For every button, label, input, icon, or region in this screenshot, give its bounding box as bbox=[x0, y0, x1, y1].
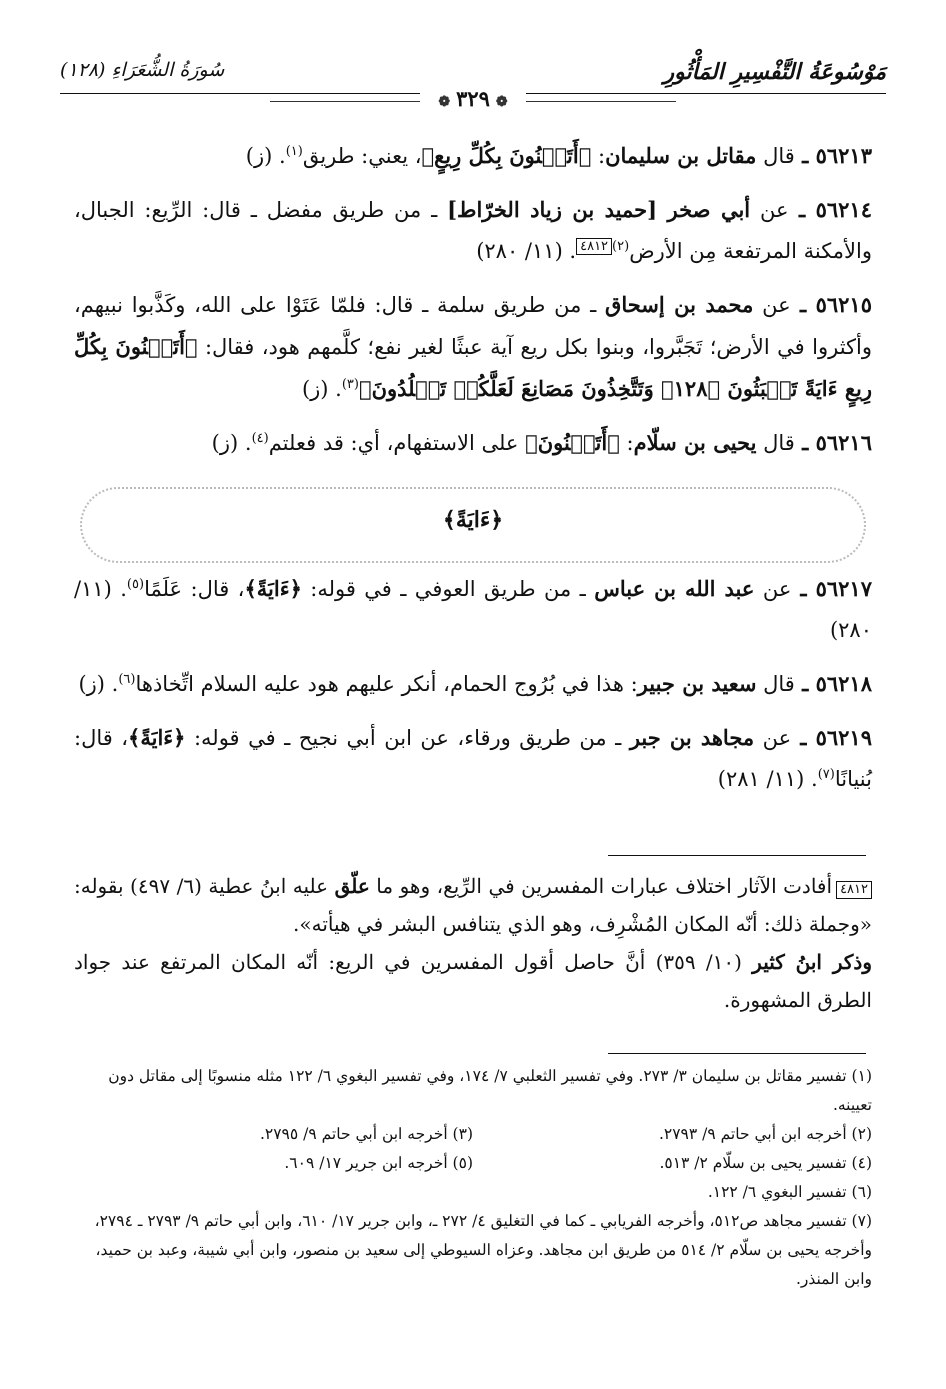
narrator-name: سعيد بن جبير bbox=[637, 671, 757, 696]
note-paragraph bbox=[74, 943, 872, 1019]
athar-prefix: عن bbox=[753, 293, 791, 317]
athar-prefix: قال bbox=[756, 672, 795, 696]
footnote-separator bbox=[608, 1053, 866, 1054]
commentary-note bbox=[74, 867, 872, 1019]
narrator-name: مقاتل بن سليمان bbox=[605, 143, 757, 168]
quran-quote: ﴿أَتَبۡنُونَ بِكُلِّ رِيعٍ﴾ bbox=[421, 143, 592, 168]
athar-text: ـ من طريق مفضل ـ قال: الرِّيع: الجبال، والأمكنة المرتفعة مِن الأرض bbox=[74, 198, 872, 263]
narrator-name: مجاهد بن جبر bbox=[629, 725, 755, 750]
note-emphasis: وذكر bbox=[822, 950, 872, 974]
athar-number: ٥٦٢١٧ ـ bbox=[791, 576, 872, 601]
athar-source: . (١١/ ٢٨٠) bbox=[74, 577, 872, 642]
note-text: (١٠/ ٣٥٩) أنَّ حاصل أقول المفسرين في الريع: أنّه المكان المرتفع عند جواد الطرق المشهورة. bbox=[74, 950, 872, 1012]
footnote-row bbox=[74, 1149, 872, 1178]
book-title: مَوْسُوعَةُ التَّفْسِيرِ المَأْثُورِ bbox=[663, 59, 886, 85]
footnote: (٢) أخرجه ابن أبي حاتم ٩/ ٢٧٩٣. bbox=[658, 1125, 872, 1143]
footnote-ref: (٢) bbox=[612, 239, 630, 254]
athar-source: . (ز) bbox=[245, 144, 286, 168]
page-number-row bbox=[0, 86, 946, 111]
athar-text: ـ من طريق ورقاء، عن ابن أبي نجيح ـ في قوله: bbox=[185, 726, 630, 750]
note-emphasis: علّق bbox=[334, 874, 370, 898]
athar-text: ـ من طريق العوفي ـ في قوله: bbox=[301, 577, 595, 601]
footnote-ref: (٥) bbox=[126, 577, 145, 592]
athar-prefix: قال bbox=[756, 431, 795, 455]
athar-number: ٥٦٢١٣ ـ bbox=[794, 143, 872, 168]
athar-number: ٥٦٢١٩ ـ bbox=[791, 725, 872, 750]
athar-entry bbox=[74, 422, 872, 464]
section-heading: ﴿ءَايَةً﴾ bbox=[442, 507, 504, 533]
athar-entry bbox=[74, 717, 872, 800]
athar-entry bbox=[74, 568, 872, 651]
note-paragraph bbox=[74, 867, 872, 943]
athar-text: : bbox=[619, 431, 634, 455]
footnote: (٦) تفسير البغوي ٦/ ١٢٢. bbox=[707, 1183, 872, 1201]
athar-number: ٥٦٢١٦ ـ bbox=[794, 430, 872, 455]
main-text bbox=[74, 135, 872, 476]
footnotes bbox=[74, 1062, 872, 1294]
narrator-name: أبي صخر [حميد بن زياد الخرّاط] bbox=[447, 197, 751, 222]
athar-entry bbox=[74, 284, 872, 410]
quran-quote: ﴿ءَايَةً﴾ bbox=[244, 576, 302, 601]
athar-text: ، قال: عَلَمًا bbox=[144, 577, 245, 601]
footnote-ref: (٣) bbox=[341, 377, 359, 392]
athar-entry bbox=[74, 189, 872, 272]
athar-text: ، يعني: طريق bbox=[302, 144, 422, 168]
footnote: (٣) أخرجه ابن أبي حاتم ٩/ ٢٧٩٥. bbox=[259, 1125, 473, 1143]
note-separator bbox=[608, 855, 866, 856]
athar-prefix: عن bbox=[754, 577, 792, 601]
section-heading-frame bbox=[80, 487, 866, 563]
athar-text: على الاستفهام، أي: قد فعلتم bbox=[268, 431, 526, 455]
ornament-icon: ❁ bbox=[438, 94, 451, 110]
footnote-ref: (٧) bbox=[817, 767, 835, 782]
athar-source: . (ز) bbox=[78, 672, 119, 696]
athar-text: ، قال: بُنيانًا bbox=[74, 726, 872, 791]
narrator-name: محمد بن إسحاق bbox=[605, 292, 754, 317]
footnote: (٧) تفسير مجاهد ص٥١٢، وأخرجه الفريابي ـ كما في التغليق ٤/ ٢٧٢ ـ، وابن جرير ١٧/ ٦١٠، وابن أبي حاتم ٩/ ٢٧٩٣ ـ ٢٧٩٤، وأخرجه يحيى بن سلّام ٢/ ٥١٤ من طريق ابن مجاهد. وعزاه السيوطي إلى سعيد بن منصور، وابن أبي شيبة، وعبد بن حميد، وابن المنذر. bbox=[94, 1212, 872, 1288]
quran-quote: ﴿ءَايَةً﴾ bbox=[128, 725, 186, 750]
narrator-name: يحيى بن سلّام bbox=[633, 430, 757, 455]
footnote-ref: (٦) bbox=[118, 672, 136, 687]
athar-number: ٥٦٢١٨ ـ bbox=[794, 671, 872, 696]
footnote: (١) تفسير مقاتل بن سليمان ٣/ ٢٧٣. وفي تفسير الثعلبي ٧/ ١٧٤، وفي تفسير البغوي ٦/ ١٢٢ مثله منسوبًا إلى مقاتل دون تعيينه. bbox=[108, 1067, 872, 1114]
footnote-ref: (١) bbox=[285, 144, 303, 159]
athar-number: ٥٦٢١٤ ـ bbox=[788, 197, 872, 222]
athar-text: : bbox=[591, 144, 606, 168]
narrator-name: عبد الله بن عباس bbox=[594, 576, 755, 601]
quran-quote: ﴿أَتَبۡنُونَ بِكُلِّ رِيعٍ ءَايَةً تَعۡبَثُونَ ﴿١٢٨﴾ وَتَتَّخِذُونَ مَصَانِعَ لَعَلَّكُمۡ تَخۡلُدُونَ﴾ bbox=[74, 334, 872, 401]
athar-prefix: قال bbox=[756, 144, 795, 168]
footnote-row bbox=[74, 1120, 872, 1149]
athar-text: ـ من طريق سلمة ـ قال: فلمّا عَتَوْا على الله، وكَذَّبوا نبيهم، وأكثروا في الأرض؛ تَجَبَّروا، وبنوا بكل ريع آية عبثًا لغير نفع؛ كلَّمهم هود، فقال: bbox=[74, 293, 873, 359]
athar-source: . (ز) bbox=[301, 377, 342, 401]
athar-entry bbox=[74, 663, 872, 705]
note-ref-box: ٤٨١٢ bbox=[576, 238, 612, 255]
note-emphasis: ابنُ كثير bbox=[752, 950, 822, 974]
athar-prefix: عن bbox=[754, 726, 792, 750]
page-number-text: ٣٢٩ bbox=[456, 86, 490, 111]
athar-source: . (١١/ ٢٨٠) bbox=[476, 239, 577, 263]
page-number bbox=[420, 86, 525, 111]
athar-source: . (١١/ ٢٨١) bbox=[717, 767, 818, 791]
athar-source: . (ز) bbox=[211, 431, 252, 455]
footnote: (٥) أخرجه ابن جرير ١٧/ ٦٠٩. bbox=[284, 1154, 473, 1172]
main-text-2 bbox=[74, 568, 872, 812]
athar-number: ٥٦٢١٥ ـ bbox=[790, 292, 872, 317]
athar-text: : هذا في بُرُوج الحمام، أنكر عليهم هود عليه السلام اتِّخاذها bbox=[135, 672, 638, 696]
quran-quote: ﴿أَتَبۡنُونَ﴾ bbox=[525, 430, 620, 455]
athar-prefix: عن bbox=[750, 198, 789, 222]
footnote-ref: (٤) bbox=[251, 431, 269, 446]
surah-title: سُورَةُ الشُّعَرَاءِ (١٢٨) bbox=[60, 59, 225, 81]
athar-entry bbox=[74, 135, 872, 177]
note-number-box: ٤٨١٢ bbox=[836, 881, 872, 899]
note-text: أفادت الآثار اختلاف عبارات المفسرين في الرِّيع، وهو ما bbox=[369, 874, 833, 898]
note-text: عليه ابنُ عطية (٦/ ٤٩٧) بقوله: «وجملة ذلك: أنّه المكان المُشْرِف، وهو الذي يتنافس البشر في هيأته». bbox=[74, 874, 872, 936]
footnote: (٤) تفسير يحيى بن سلّام ٢/ ٥١٣. bbox=[659, 1154, 872, 1172]
ornament-icon: ❁ bbox=[495, 94, 508, 110]
